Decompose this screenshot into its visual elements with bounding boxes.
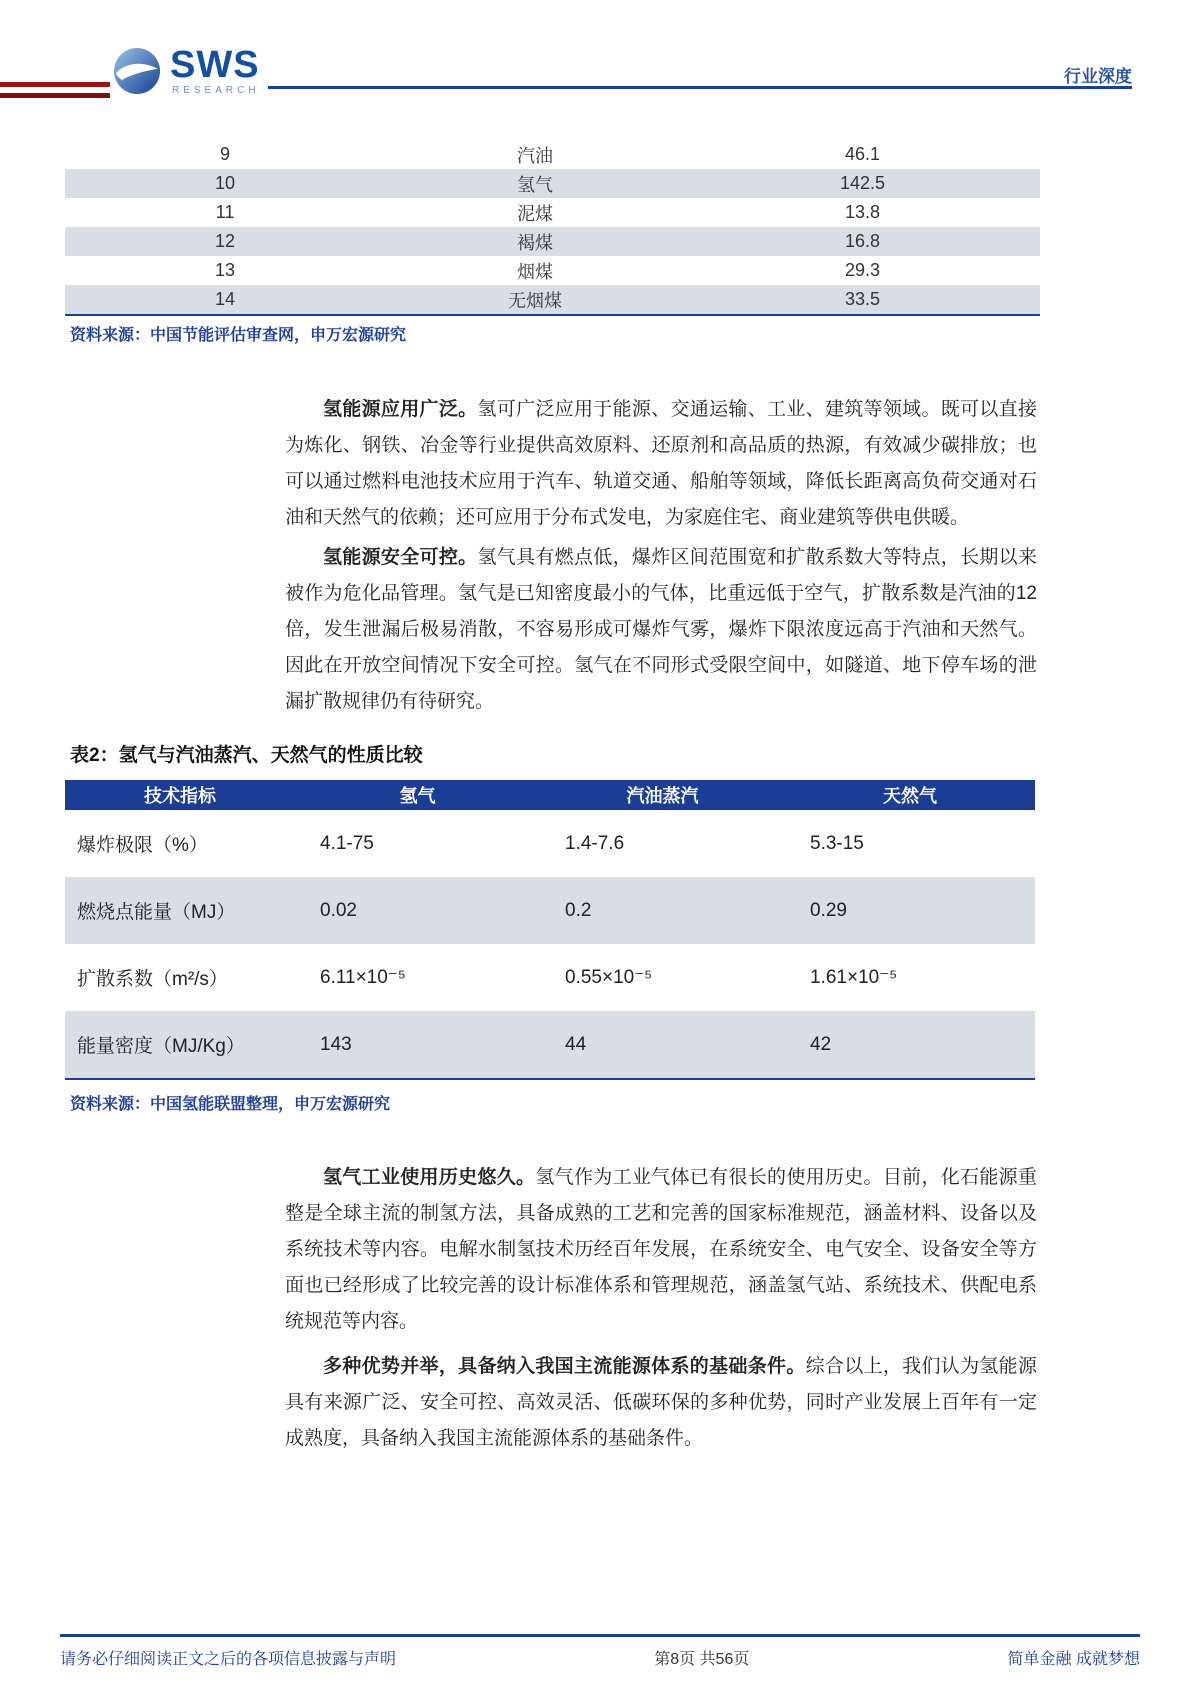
fuel-name-cell: 泥煤 <box>517 203 553 224</box>
row-number-cell: 14 <box>214 289 236 309</box>
value-cell: 0.55×10⁻⁵ <box>565 967 653 988</box>
value-cell: 6.11×10⁻⁵ <box>320 967 406 988</box>
fuel-heat-table <box>65 140 1040 316</box>
value-cell: 0.29 <box>810 899 847 921</box>
sws-logo <box>112 46 260 96</box>
paragraph-text: 氢气具有燃点低，爆炸区间范围宽和扩散系数大等特点，长期以来被作为危化品管理。氢气是已知密度最小的气体，比重远低于空气，扩散系数是汽油的12倍，发生泄漏后极易消散，不容易形成可爆炸气雾，爆炸下限浓度远高于汽油和天然气。因此在开放空间情况下安全可控。氢气在不同形式受限空间中，如隧道、地下停车场的泄漏扩散规律仍有待研究。 <box>285 547 1037 712</box>
sws-globe-icon <box>112 46 162 96</box>
footer-slogan: 简单金融 成就梦想 <box>1007 1651 1140 1668</box>
paragraph-text: 综合以上，我们认为氢能源具有来源广泛、安全可控、高效灵活、低碳环保的多种优势，同时产业发展上百年有一定成熟度，具备纳入我国主流能源体系的基础条件。 <box>285 1356 1037 1449</box>
value-cell: 4.1-75 <box>320 832 374 854</box>
row-number-cell: 10 <box>214 173 236 193</box>
paragraph-text: 氢可广泛应用于能源、交通运输、工业、建筑等领域。既可以直接为炼化、钢铁、冶金等行业提供高效原料、还原剂和高品质的热源，有效减少碳排放；也可以通过燃料电池技术应用于汽车、轨道交通、船舶等领域，降低长距离高负荷交通对石油和天然气的依赖；还可应用于分布式发电，为家庭住宅、商业建筑等供电供暖。 <box>285 399 1037 528</box>
footer-page-number: 第8页 共56页 <box>654 1651 750 1668</box>
value-cell: 42 <box>810 1033 832 1055</box>
fuel-value-cell: 46.1 <box>844 144 881 164</box>
table-row <box>65 169 1040 198</box>
table-header-row <box>65 780 1035 810</box>
value-cell: 0.2 <box>565 899 592 921</box>
fuel-name-cell: 褐煤 <box>517 232 553 253</box>
source-note: 资料来源：中国氢能联盟整理，申万宏源研究 <box>70 1096 391 1113</box>
header-cell: 天然气 <box>883 786 937 806</box>
brand-name: SWS <box>170 44 260 86</box>
fuel-name-cell: 氢气 <box>517 174 553 195</box>
paragraph-lead: 氢气工业使用历史悠久。 <box>323 1167 536 1188</box>
value-cell: 0.02 <box>320 899 357 921</box>
metric-label-cell: 燃烧点能量（MJ） <box>77 902 236 923</box>
value-cell: 5.3-15 <box>810 832 864 854</box>
row-number-cell: 11 <box>215 202 235 222</box>
fuel-name-cell: 烟煤 <box>517 261 553 282</box>
header-cell: 汽油蒸汽 <box>626 786 699 806</box>
brand-text <box>170 46 260 96</box>
fuel-name-cell: 无烟煤 <box>508 290 562 311</box>
paragraph-text: 氢气作为工业气体已有很长的使用历史。目前，化石能源重整是全球主流的制氢方法，具备成熟的工艺和完善的国家标准规范，涵盖材料、设备以及系统技术等内容。电解水制氢技术历经百年发展，在系统安全、电气安全、设备安全等方面也已经形成了比较完善的设计标准体系和管理规范，涵盖氢气站、系统技术、供配电系统规范等内容。 <box>285 1167 1037 1332</box>
footer-disclaimer: 请务必仔细阅读正文之后的各项信息披露与声明 <box>60 1651 397 1668</box>
paragraph <box>285 540 1037 720</box>
paragraph <box>285 392 1037 536</box>
table-row <box>65 1011 1035 1078</box>
value-cell: 1.61×10⁻⁵ <box>810 967 898 988</box>
fuel-value-cell: 142.5 <box>839 173 886 193</box>
metric-label-cell: 爆炸极限（%） <box>77 835 208 856</box>
paragraph-lead: 多种优势并举，具备纳入我国主流能源体系的基础条件。 <box>323 1356 806 1377</box>
value-cell: 44 <box>565 1033 587 1055</box>
metric-label-cell: 扩散系数（m²/s） <box>77 969 228 990</box>
table-row <box>65 227 1040 256</box>
table-row <box>65 877 1035 944</box>
value-cell: 1.4-7.6 <box>565 832 625 854</box>
page-footer <box>60 1634 1140 1669</box>
table-row <box>65 810 1035 877</box>
comparison-table <box>65 780 1035 1080</box>
fuel-value-cell: 33.5 <box>844 289 881 309</box>
table-row <box>65 285 1040 314</box>
row-number-cell: 13 <box>214 260 236 280</box>
metric-label-cell: 能量密度（MJ/Kg） <box>77 1036 245 1057</box>
header-divider <box>268 86 1132 89</box>
paragraph-lead: 氢能源应用广泛。 <box>323 399 478 420</box>
table-row <box>65 198 1040 227</box>
row-number-cell: 9 <box>219 144 230 164</box>
header-cell: 技术指标 <box>144 786 216 806</box>
paragraph <box>285 1349 1037 1457</box>
paragraph <box>285 1160 1037 1340</box>
header-cell: 氢气 <box>399 786 436 806</box>
fuel-value-cell: 29.3 <box>844 260 881 280</box>
fuel-value-cell: 16.8 <box>844 231 881 251</box>
value-cell: 143 <box>320 1033 352 1055</box>
fuel-value-cell: 13.8 <box>844 202 881 222</box>
row-number-cell: 12 <box>214 231 236 251</box>
brand-red-bar <box>0 93 110 98</box>
source-note: 资料来源：中国节能评估审查网，申万宏源研究 <box>70 327 407 344</box>
table-row <box>65 140 1040 169</box>
brand-subtitle: RESEARCH <box>171 85 260 96</box>
paragraph-lead: 氢能源安全可控。 <box>323 547 478 568</box>
table-title: 表2：氢气与汽油蒸汽、天然气的性质比较 <box>70 745 423 766</box>
fuel-name-cell: 汽油 <box>517 145 553 166</box>
brand-red-bar <box>0 82 110 87</box>
table-row <box>65 944 1035 1011</box>
table-row <box>65 256 1040 285</box>
report-category-label: 行业深度 <box>1064 67 1132 86</box>
